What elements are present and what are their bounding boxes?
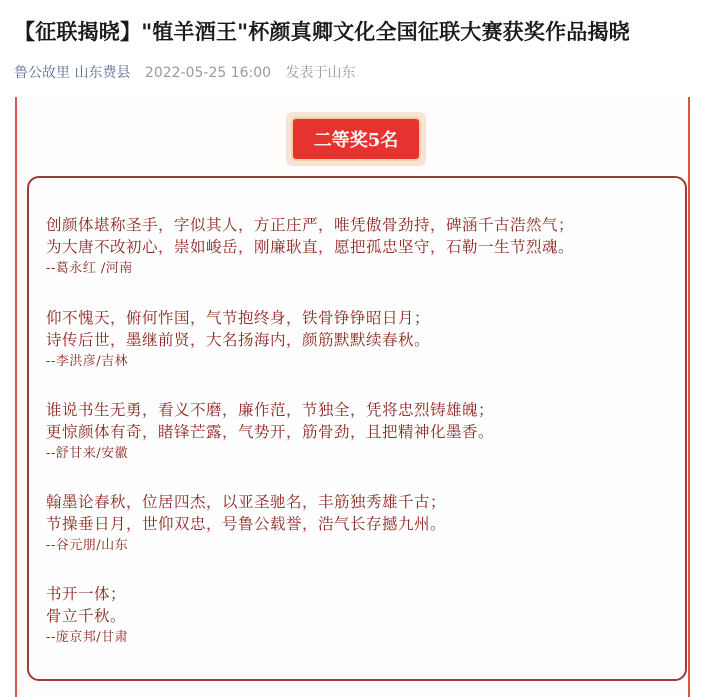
- couplet-author: --谷元朋/山东: [46, 538, 129, 553]
- award-badge-frame: [286, 112, 426, 166]
- author-link[interactable]: 鲁公故里 山东费县: [14, 65, 131, 81]
- couplet-author: --葛永红 /河南: [46, 261, 133, 276]
- couplet-line-upper: 翰墨论春秋，位居四杰，以亚圣驰名，丰筋独秀雄千古；: [46, 493, 447, 511]
- couplet-line-upper: 仰不愧天，俯何怍国，气节抱终身，铁骨铮铮昭日月；: [46, 309, 431, 327]
- couplet-line-lower: 更惊颜体有奇，睹锋芒露，气势开，筋骨劲，且把精神化墨香。: [46, 423, 495, 441]
- award-badge: 二等奖5名: [291, 117, 421, 161]
- publish-location: 发表于山东: [285, 65, 356, 81]
- couplet-line-upper: 谁说书生无勇，看义不磨，廉作范，节独全，凭将忠烈铸雄魄；: [46, 401, 495, 419]
- couplet-line-lower: 节操垂日月，世仰双忠，号鲁公载誉，浩气长存撼九州。: [46, 515, 447, 533]
- couplet-line-upper: 创颜体堪称圣手，字似其人，方正庄严，唯凭傲骨劲持，碑涵千古浩然气；: [46, 216, 575, 234]
- couplet-entry: [46, 491, 446, 557]
- couplet-entry: [46, 583, 128, 649]
- couplet-author: --庞京邦/甘肃: [46, 630, 129, 645]
- article-title: 【征联揭晓】"犆羊酒王"杯颜真卿文化全国征联大赛获奖作品揭晓: [14, 20, 630, 44]
- couplet-entry: [46, 214, 574, 280]
- couplet-line-lower: 为大唐不改初心，崇如峻岳，刚廉耿直，愿把孤忠坚守，石勒一生节烈魂。: [46, 238, 575, 256]
- couplet-line-lower: 骨立千秋。: [46, 607, 127, 625]
- article-meta: [14, 62, 366, 82]
- couplet-entry: [46, 399, 494, 465]
- couplet-author: --舒甘来/安徽: [46, 446, 129, 461]
- couplets-box: [27, 176, 687, 681]
- couplet-line-upper: 书开一体；: [46, 585, 127, 603]
- publish-datetime: 2022-05-25 16:00: [144, 65, 272, 81]
- couplet-entry: [46, 307, 430, 373]
- couplet-line-lower: 诗传后世，墨继前贤，大名扬海内，颜筋默默续春秋。: [46, 331, 431, 349]
- couplet-author: --李洪彦/吉林: [46, 354, 129, 369]
